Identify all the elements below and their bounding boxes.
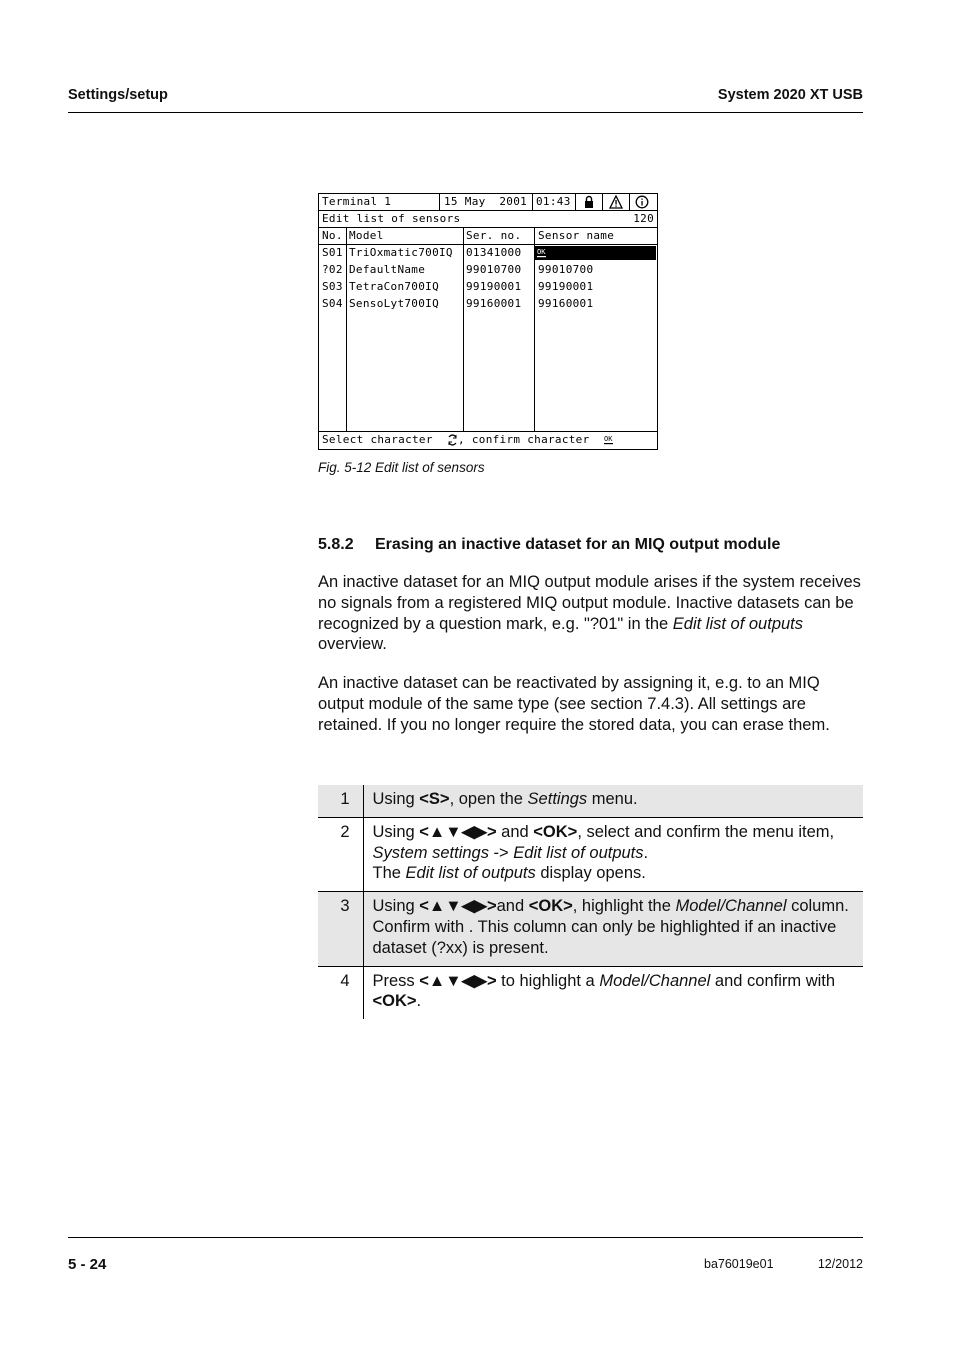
header-section-title: Settings/setup <box>68 87 168 103</box>
document-number: ba76019e01 <box>704 1257 774 1271</box>
header-rule <box>68 112 863 113</box>
screen-title-code: 120 <box>633 212 654 225</box>
warning-icon <box>609 195 623 209</box>
screen-status-bar <box>319 194 657 210</box>
sensor-no: S03 <box>322 280 343 293</box>
screen-date: 15 May 2001 <box>444 195 528 208</box>
sensor-row[interactable] <box>319 262 657 278</box>
paragraph-reactivate: An inactive dataset can be reactivated by assigning it, e.g. to an MIQ output module of the same type (see section 7.4.3). All settings are retained. If you no longer require the stored data, you can erase them. <box>318 674 830 734</box>
step-row <box>318 966 863 1019</box>
section-number: 5.8.2 <box>318 536 354 553</box>
screen-help-line <box>319 432 657 448</box>
turn-knob-icon <box>447 434 458 446</box>
sensor-name: 99190001 <box>538 280 594 293</box>
sensor-serial: 99010700 <box>466 263 522 276</box>
step-text: Using <▲▼◀▶>and <OK>, highlight the Model/Channel column. Confirm with . This column can only be highlighted if an inactive dataset (?xx) is present. <box>363 892 863 966</box>
ok-key-icon <box>604 434 615 446</box>
header-product-name: System 2020 XT USB <box>717 87 863 103</box>
sensor-serial: 99190001 <box>466 280 522 293</box>
sensor-name: 99160001 <box>538 297 594 310</box>
ok-key-icon <box>537 247 548 259</box>
col-header-sensor-name: Sensor name <box>538 229 615 242</box>
steps-table <box>318 785 863 1019</box>
paragraph-inactive-dataset: An inactive dataset for an MIQ output module arises if the system receives no signals from a registered MIQ output module. Inactive datasets can be recognized by a question mark, e.g. "?01" in the Edit list of outputs overview. <box>318 573 861 654</box>
sensor-row[interactable] <box>319 245 657 261</box>
step-row <box>318 785 863 817</box>
sensor-model: TriOxmatic700IQ <box>349 246 453 259</box>
terminal-screen <box>318 193 658 450</box>
step-row <box>318 892 863 966</box>
sensor-no: ?02 <box>322 263 343 276</box>
info-icon <box>635 195 649 209</box>
step-row <box>318 817 863 891</box>
sensor-serial: 99160001 <box>466 297 522 310</box>
step-text: Using <S>, open the Settings menu. <box>363 785 863 817</box>
step-text: Press <▲▼◀▶> to highlight a Model/Channel and confirm with <OK>. <box>363 966 863 1019</box>
step-number: 3 <box>318 892 363 966</box>
section-title: Erasing an inactive dataset for an MIQ output module <box>375 536 781 553</box>
col-header-serial: Ser. no. <box>466 229 522 242</box>
step-number: 1 <box>318 785 363 817</box>
sensor-no: S01 <box>322 246 343 259</box>
col-header-no: No. <box>322 229 343 242</box>
sensor-no: S04 <box>322 297 343 310</box>
footer-rule <box>68 1237 863 1238</box>
screen-title-bar <box>319 211 657 227</box>
step-number: 4 <box>318 966 363 1019</box>
page-number: 5 - 24 <box>68 1256 107 1273</box>
sensor-model: TetraCon700IQ <box>349 280 439 293</box>
figure-caption: Fig. 5-12 Edit list of sensors <box>318 460 485 475</box>
sensor-serial: 01341000 <box>466 246 522 259</box>
step-number: 2 <box>318 817 363 891</box>
svg-text:OK: OK <box>604 435 613 443</box>
sensor-name-edit-field[interactable] <box>535 246 656 260</box>
section-heading <box>318 536 780 554</box>
screen-column-headers <box>319 228 657 244</box>
col-header-model: Model <box>349 229 384 242</box>
svg-text:OK: OK <box>537 248 546 256</box>
sensor-model: SensoLyt700IQ <box>349 297 439 310</box>
document-date: 12/2012 <box>817 1257 863 1271</box>
sensor-model: DefaultName <box>349 263 426 276</box>
lock-icon <box>582 195 596 209</box>
terminal-label: Terminal 1 <box>322 195 392 208</box>
help-select: Select character <box>322 433 440 446</box>
help-confirm: , confirm character <box>458 433 597 446</box>
step-text: Using <▲▼◀▶> and <OK>, select and confirm the menu item, System settings -> Edit list of outputs. The Edit list of outputs display opens. <box>363 817 863 891</box>
screen-title: Edit list of sensors <box>322 212 461 225</box>
sensor-name: 99010700 <box>538 263 594 276</box>
sensor-row[interactable] <box>319 279 657 295</box>
sensor-row[interactable] <box>319 296 657 312</box>
screen-time: 01:43 <box>536 195 571 208</box>
